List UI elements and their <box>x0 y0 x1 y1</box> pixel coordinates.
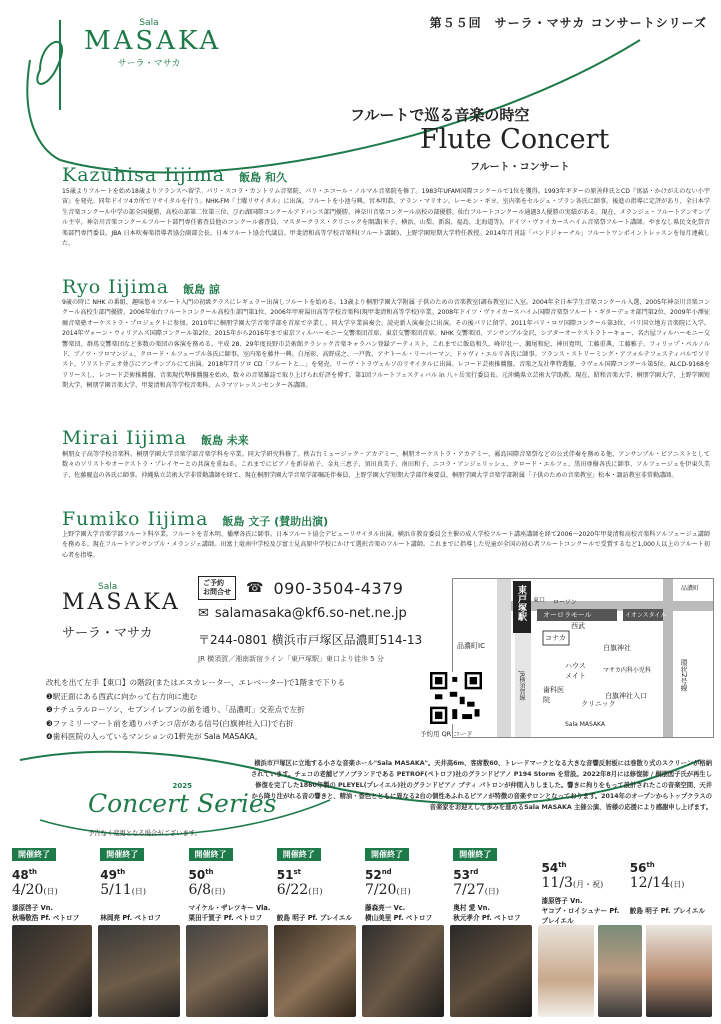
performer-line: 横山美里 Pf. ペトロフ <box>365 913 433 922</box>
status-badge: 開催終了 <box>100 848 144 861</box>
status-badge: 開催終了 <box>189 848 233 861</box>
directions-step: ❸ファミリーマート前を通りパチンコ店がある信号(白旗神社入口)で右折 <box>46 718 294 728</box>
email-address[interactable]: salamasaka@kf6.so-net.ne.jp <box>214 606 407 621</box>
concert-number: 50 <box>188 868 206 882</box>
map-label-shinanocho: 品濃町 <box>681 585 700 592</box>
logo <box>84 18 222 69</box>
map-label-shrine: 白旗神社 <box>603 644 631 652</box>
concert-series-title: Concert Series <box>88 789 277 818</box>
venue-logo <box>62 582 182 641</box>
performer-name-en: Kazuhisa Iijima <box>62 164 226 186</box>
access-info: JR 横須賀／湘南新宿ライン「東戸塚駅」東口より徒歩 5 分 <box>198 655 384 663</box>
map-label-dental: 歯科医院 <box>543 686 564 704</box>
schedule-list <box>10 842 716 926</box>
performer-line <box>277 904 363 914</box>
map-label-east-exit: 東口 <box>533 597 546 604</box>
map-label-ic: 品濃町IC <box>457 642 485 650</box>
concert-date: 4/20 <box>12 882 44 898</box>
concert-photo <box>274 925 356 1017</box>
concert-number: 48 <box>12 868 29 882</box>
performer-name-ja: 飯島 和久 <box>239 171 287 184</box>
phone-number[interactable]: 090-3504-4379 <box>273 578 404 598</box>
concert-dow: (日) <box>131 887 146 896</box>
concert-title: Flute Concert <box>420 124 610 155</box>
schedule-item[interactable] <box>451 842 539 926</box>
performer-portrait <box>598 925 642 1017</box>
schedule-item[interactable] <box>187 842 275 926</box>
qr-label: 予約用 QR コード <box>420 730 473 738</box>
map-label-clinic: クリニック <box>581 700 616 708</box>
performer-bio: 上野学園大学音楽学部フルート科卒業。フルートを青木明、播摩各氏に師事。日本フルート協会デビューリサイタル出演。横浜市教育委員会主催の成人学校フルート講座講師を経て2006〜2020年甲斐清和高校音楽科ソルフェージュ講師を務める。現在フルートアンサンブル・メランジェ講師。田富土竜南中学校及び富士見高原中学校にかけて選択音楽のフルート講師。これまでに指導した児童が全国の初心者フルートコンクールで受賞するなど1,000人以上のフルート初心者を指導。 <box>62 531 710 559</box>
directions-step: ❶駅正面にある西武に向かって右方向に進む <box>46 691 198 701</box>
performer-line: マイケル・ザレツキー Vla. <box>188 904 271 912</box>
concert-dow: (日) <box>396 887 411 896</box>
concert-number-suffix: th <box>558 861 567 869</box>
performer-bio: 桐朋女子高等学校音楽科、桐朋学園大学音楽学部音楽学科を卒業。同大学研究科修了。秩吉台ミュージック・アカデミー、桐朋オーケストラ・アカデミー、霧島国際音楽祭などの公式伴奏を務める他、アンサンブル・ピアニストとして数々のソリストやオーケストラ・プレイヤーとの共演を重ねる。これまでにピアノを新谷祐子、金丸三恵子、須田真美子、南田和子、ニコラ・アンジェリッシュ、クロード・エルフェ、黒田亜樹各氏に師事、ソルフェージュを伊東久美子、佐藤慶直の各氏に師事。沖縄県立芸術大学非常勤講師を経て、現在桐朋学園大学音楽学部嘱託伴奏員、上野学園大学短期大学部伴奏要員、桐朋学園大学音楽学部附属「子供のための音楽教室」松本・諏訪教室非常勤講師。 <box>62 451 710 479</box>
concert-dow: (月・祝) <box>572 880 604 889</box>
performer-name-row <box>62 427 249 449</box>
performer-line: 栗田千賀子 Pf. ペトロフ <box>188 913 263 922</box>
map-label-mall: オーロラモール <box>543 611 592 619</box>
concert-number-suffix: th <box>116 868 126 876</box>
concert-dow: (日) <box>211 887 226 896</box>
map-label-sala: Sala MASAKA <box>565 721 605 728</box>
concert-photo <box>450 925 532 1017</box>
concert-number-suffix: th <box>646 861 655 869</box>
concert-dow: (日) <box>308 887 323 896</box>
series-title: 第５５回 サーラ・マサカ コンサートシリーズ <box>429 16 707 30</box>
concert-date: 6/22 <box>276 882 309 898</box>
directions-step: ❹歯科医院の入っているマンションの1軒先が Sala MASAKA。 <box>46 732 263 742</box>
address: 〒244-0801 横浜市戸塚区品濃町514-13 <box>198 633 423 647</box>
map-drawing <box>453 579 714 738</box>
status-badge: 開催終了 <box>453 848 497 861</box>
contact-block <box>198 576 422 664</box>
qr-code[interactable] <box>430 672 482 724</box>
performer-line: ヤコブ・ロイシュナー Pf. プレイエル <box>541 906 620 925</box>
concert-number-suffix: th <box>28 868 38 876</box>
concert-date: 7/27 <box>453 882 485 898</box>
mail-icon: ✉ <box>198 606 209 621</box>
performer-name-row <box>62 508 328 530</box>
performer-bio: 9歳の時に NHK の番組、趣味悠々フルート入門の初級クラスにレギュラー出演しフルートを始める。13歳より桐朋学園大学附属 子供のための音楽教室(調布教室)に入室。2004年全日本学生音楽コンクール入選、2005年神奈川音楽コンクール高校生部門優勝、2006年仙台フルートコンクール高校生部門第1位、2006年甲府湯田高等学校音楽科(現甲斐清和高等学校)卒業。2008年ドイツ・ヴァイカースハイム国際音楽祭フルート・ギターデュオ部門第2位、2009年小澤征爾音楽塾オーケストラ・プロジェクトに参加。2010年に桐朋学園大学音楽学部を首席で卒業し、同大学卒業演奏会、読売新人演奏会に出演。その後パリに留学。2011年パリ・ロワ国際コンクール第3位、パリ国立地方音楽院に入学。2014年ヴォーン・ウィリアムズ国際コンクール第2位。2015年から2016年まで東京フィルハーモニー交響楽団首席、東京交響楽団首席。NHK 交響楽団、アンサンブル金沢、シアターオーケストラトーキョー、名古屋フィルハーモニー交響楽団、群馬交響楽団など多数の楽団の客演を務める。平成 28、29年度長野市芸術館クラシック音楽キャラバン登録アーティスト。これまでに飯島和久、峰岸壮一、瀬尾和紀、神田寛明、工藤重典、工藤雅子、フィリップ・ベルノルド、ブノワ・フロマンジュ、クロード・ルフェーブル各氏に師事。室内楽を藤井一興、白尾彰、高野成之、一戸敦、アナトール・リーバーマン、ドゥヴィ・エルリ各氏に師事。フランス・ストリーミング・アフォルテフェスティバルでソリスト、ソリストデュオ並びにアンサンブルにて出演。2018年7月ソロ CD「フルートと...」を発売。リーヴ・トラヴェルソのリサイタルに出演。レコード芸術推薦盤。音楽之友社準特選盤、ラヴェル国際コンクール第5位。ALCD-9168をリリースし、レコード芸術推薦盤、音楽現代準推薦盤を始め、数々の音楽雑誌で取り上げられ好評を博す。第1回フルートフェスティバル in 八ヶ岳実行委員長。元沖縄県立芸術大学助教。現在、昭和音楽大学、桐朋学園大学、上野学園短期大学、桐朋学園音楽大学、甲斐清和高等学校音楽科、ムラマツレッスンセンター各講師。 <box>62 299 710 390</box>
venue-logo-kana: サーラ・マサカ <box>62 626 153 641</box>
status-badge: 開催終了 <box>277 848 321 861</box>
logo-sala: Sala <box>139 18 159 28</box>
directions-step: ❷ナチュラルローソン、セブンイレブンの前を通り、「品濃町」交差点で左折 <box>46 705 305 715</box>
performer-name-row <box>62 276 220 298</box>
performer-name-ja: 飯島 諒 <box>183 283 220 296</box>
status-badge: 開催終了 <box>12 848 56 861</box>
logo-main: MASAKA <box>84 26 222 56</box>
map-label-konaka: コナカ <box>545 634 566 642</box>
performer-line: 漆原啓子 Vn. <box>541 897 583 905</box>
performer-name-ja: 飯島 未来 <box>200 434 249 447</box>
concert-date: 11/3 <box>541 875 573 891</box>
concert-photo <box>98 925 180 1017</box>
schedule-item[interactable] <box>10 842 98 926</box>
performer-line: 林岡亮 Pf. ペトロフ <box>100 913 161 922</box>
phone-icon: ☎ <box>246 580 264 596</box>
performer-line <box>630 897 716 907</box>
performer-line: 秋場敬浩 Pf. ペトロフ <box>12 913 80 922</box>
venue-logo-main: MASAKA <box>62 590 181 615</box>
directions-intro: 改札を出て左手【東口】の階段(またはエスカレーター、エレベーター)で1階まで下りる <box>46 678 346 687</box>
concert-subtitle: フルートで巡る音楽の時空 <box>350 106 530 124</box>
performer-line: 秋元孝介 Pf. ペトロフ <box>453 913 521 922</box>
status-badge-empty <box>542 842 628 854</box>
concert-number: 52 <box>365 868 382 882</box>
concert-number: 53 <box>453 868 470 882</box>
concert-number: 51 <box>276 868 294 882</box>
concert-photo <box>362 925 444 1017</box>
performer-line: 鮫島 明子 Pf. プレイエル <box>629 906 705 915</box>
map-label-shrine-entrance: 白旗神社入口 <box>605 692 647 700</box>
performer-line: 奥村 愛 Vn. <box>453 904 490 912</box>
schedule-item[interactable] <box>628 842 716 926</box>
schedule-item[interactable] <box>98 842 186 926</box>
performer-bio: 15歳よりフルートを始め18歳よりフランスへ留学。パリ・スコラ・カントリム音楽院、パリ・エコール・ノルマル音楽院を修了。1983年UFAM国際コンクールで1位を獲得。1993年ギターの原善伸氏とCD『寓話・かけがえのない小宇宙』を発売。同年ドイツ4カ所でリサイタルを行う。NHK-FM『土曜リサイタル』に出演。フルートを小池与興、宮本明恭、アラン・マリオン、レーモン・ギヨ、室内楽をセルジュ・ブラン各氏に師事。後進の指導に定評があり、全日本学生音楽コンクール中学の部全国優勝、高校の部第二位第三位、びわ湖国際コンクールアドバンス部門優勝、神奈川音楽コンクール高校の部優勝、仙台フルートコンクール通過3人優勝の実績がある。現在、メランジェ・フルートアンサンブル主宰。神奈川音楽コンクールフルート部門専任審査員他のコンクール審査員、マスタークラス・クリニックを開講(米子、横浜、山梨、新潟、福島、北海道等)。ドイツ・ヴァイカースハイム音楽祭フルート講師。やまなし県民文化祭音楽部門専門委員。JBA 日本吹奏楽指導者協会副部会長。日本フルート協会代議員。甲斐清和高等学校音楽科(フルート講師)、上野学園短期大学特任教授。2014年月刊誌「バンドジャーナル」フルートワンポイントレッスンを毎月連載した。 <box>62 188 710 248</box>
concert-date: 12/14 <box>629 875 671 891</box>
concert-photo <box>12 925 92 1017</box>
schedule-item[interactable] <box>275 842 363 926</box>
map-label-jr-line: JR横須賀線 <box>518 671 525 701</box>
concert-number: 54 <box>541 861 559 875</box>
map-label-lawson: ローソン <box>553 599 577 606</box>
venue-description: 横浜市戸塚区に立地する小さな音楽ホール"Sala MASAKA"。天井高6m、客席数60、トレードマークとなる大きな音響反射板には巻散り式のスクリーンが格納されています。チェコの老舗ピアノブランドである PETROF(ペトロフ)社のグランドピアノ P194 Storm を常設。2022年8月には修復師 / 桐朋図子氏が再生し修復を完了した1860年製の PLEYEL(プレイエル)社のグランドピアノ ブティ パトロンが仲間入りしました。響きに拘りをもって設計されたこの音楽空間、天井から降り注がれる音の響きと、精油・香色とともに異なる2台の個性あふれるピアノが特徴の音楽サロンとなっております。2014年のオープンからトップクラスの音楽家をお迎えして歩みを進めるSala MASAKA 主催公演、皆様の応援により感謝申し上げます。 <box>250 760 712 811</box>
concert-number: 49 <box>100 868 117 882</box>
map-label-clinic-naika: マサカ内科小児科 <box>603 667 651 674</box>
map-label-aeon: イオンスタイル <box>625 612 667 619</box>
concert-series-year: 2025 <box>172 782 192 790</box>
directions <box>46 676 345 744</box>
map-label-ring-road: 環状2号線 <box>680 659 688 692</box>
concert-dow: (日) <box>670 880 685 889</box>
concert-number: 56 <box>629 861 647 875</box>
concert-dow: (日) <box>43 887 58 896</box>
concert-number-suffix: rd <box>469 868 479 876</box>
map-label-seibu: 西武 <box>571 622 585 630</box>
performer-portrait <box>538 925 594 1017</box>
concert-title-kana: フルート・コンサート <box>470 162 570 173</box>
concert-number-suffix: th <box>205 868 214 876</box>
concert-number-suffix: nd <box>381 868 392 876</box>
performer-name-en: Mirai Iijima <box>62 427 187 449</box>
concert-date: 7/20 <box>365 882 397 898</box>
status-badge-empty <box>630 842 716 854</box>
map-label-station: 東戸塚駅 <box>516 585 526 621</box>
performer-name-ja: 飯島 文子 (賛助出演) <box>222 515 329 528</box>
performer-line: 漆原啓子 Vn. <box>12 904 53 912</box>
logo-kana: サーラ・マサカ <box>117 59 181 69</box>
reservation-label: ご予約 お問合せ <box>198 576 236 600</box>
concert-photo <box>186 925 268 1017</box>
schedule-note: 予告なく変更となる場合がございます。 <box>88 830 201 837</box>
concert-number-suffix: st <box>293 868 301 876</box>
venue-logo-sala: Sala <box>98 582 118 592</box>
performer-line <box>100 904 186 914</box>
status-badge: 開催終了 <box>365 848 409 861</box>
concert-dow: (日) <box>484 887 499 896</box>
schedule-item[interactable] <box>363 842 451 926</box>
map-label-housemate: ハウスメイト <box>565 662 586 680</box>
concert-series-heading <box>88 782 277 817</box>
access-map <box>452 578 714 738</box>
performer-name-en: Ryo Iijima <box>62 276 170 298</box>
performer-portrait <box>646 925 712 1017</box>
performer-line: 鮫島 明子 Pf. プレイエル <box>276 913 352 922</box>
concert-date: 5/11 <box>100 882 132 898</box>
schedule-item[interactable] <box>540 842 628 926</box>
concert-date: 6/8 <box>188 882 212 898</box>
performer-line: 藤森亮一 Vc. <box>365 904 406 912</box>
performer-name-en: Fumiko Iijima <box>62 508 209 530</box>
performer-name-row <box>62 164 287 186</box>
